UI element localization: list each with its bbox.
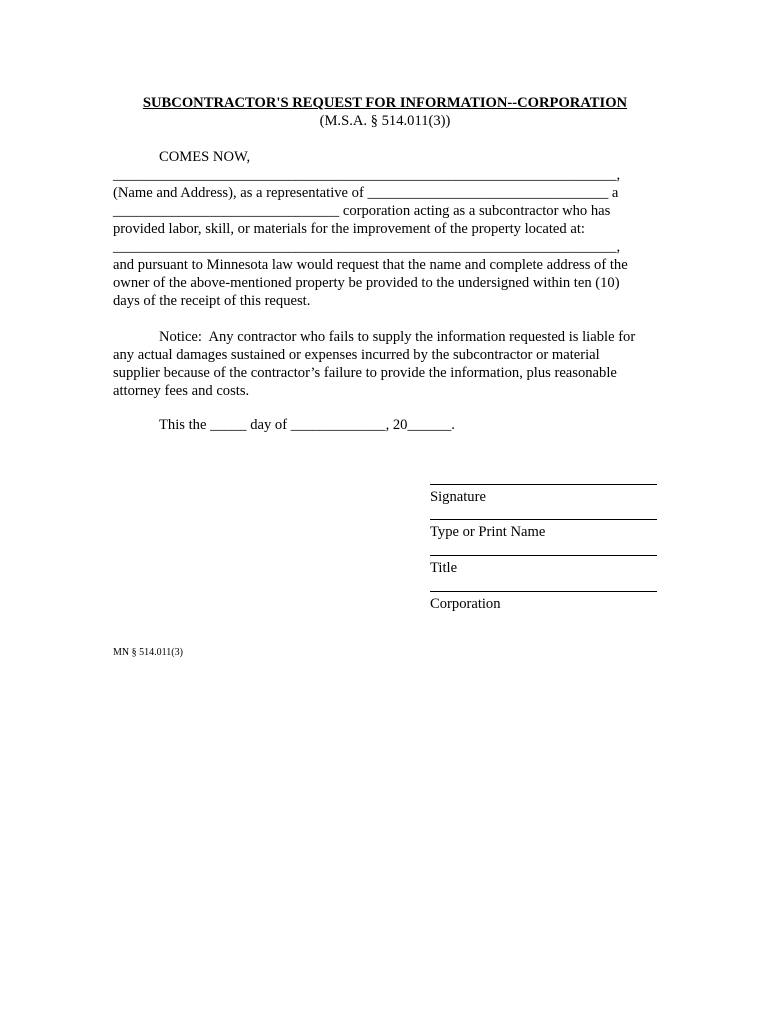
corporation-rule bbox=[430, 591, 657, 592]
labor-materials-line: provided labor, skill, or materials for the improvement of the property located at: bbox=[113, 221, 585, 237]
corporation-line: _______________________________ corporation acting as a subcontractor who has bbox=[113, 203, 611, 219]
document-title: SUBCONTRACTOR'S REQUEST FOR INFORMATION--CORPORATION bbox=[142, 95, 628, 111]
corporation-label: Corporation bbox=[430, 596, 501, 612]
notice-line-1: Notice: Any contractor who fails to supply the information requested is liable for bbox=[159, 329, 636, 345]
request-line-3: days of the receipt of this request. bbox=[113, 293, 311, 309]
name-address-blank-line: _____________________________________________________________________, bbox=[113, 167, 621, 183]
notice-line-3: supplier because of the contractor’s failure to provide the information, plus reasonable bbox=[113, 365, 617, 381]
signature-rule bbox=[430, 484, 657, 485]
request-line-1: and pursuant to Minnesota law would request that the name and complete address of the bbox=[113, 257, 628, 273]
comes-now-line: COMES NOW, bbox=[159, 149, 251, 165]
request-line-2: owner of the above-mentioned property be provided to the undersigned within ten (10) bbox=[113, 275, 620, 291]
signature-label: Signature bbox=[430, 489, 486, 505]
name-rule bbox=[430, 519, 657, 520]
title-rule bbox=[430, 555, 657, 556]
property-location-blank-line: _____________________________________________________________________, bbox=[113, 239, 621, 255]
statute-citation: (M.S.A. § 514.011(3)) bbox=[319, 113, 451, 129]
title-label: Title bbox=[430, 560, 458, 576]
representative-line: (Name and Address), as a representative of _________________________________ a bbox=[113, 185, 619, 201]
notice-line-2: any actual damages sustained or expenses incurred by the subcontractor or material bbox=[113, 347, 600, 363]
date-line: This the _____ day of _____________, 20______. bbox=[159, 417, 455, 433]
notice-line-4: attorney fees and costs. bbox=[113, 383, 250, 399]
footer-citation: MN § 514.011(3) bbox=[113, 647, 183, 658]
print-name-label: Type or Print Name bbox=[430, 524, 546, 540]
